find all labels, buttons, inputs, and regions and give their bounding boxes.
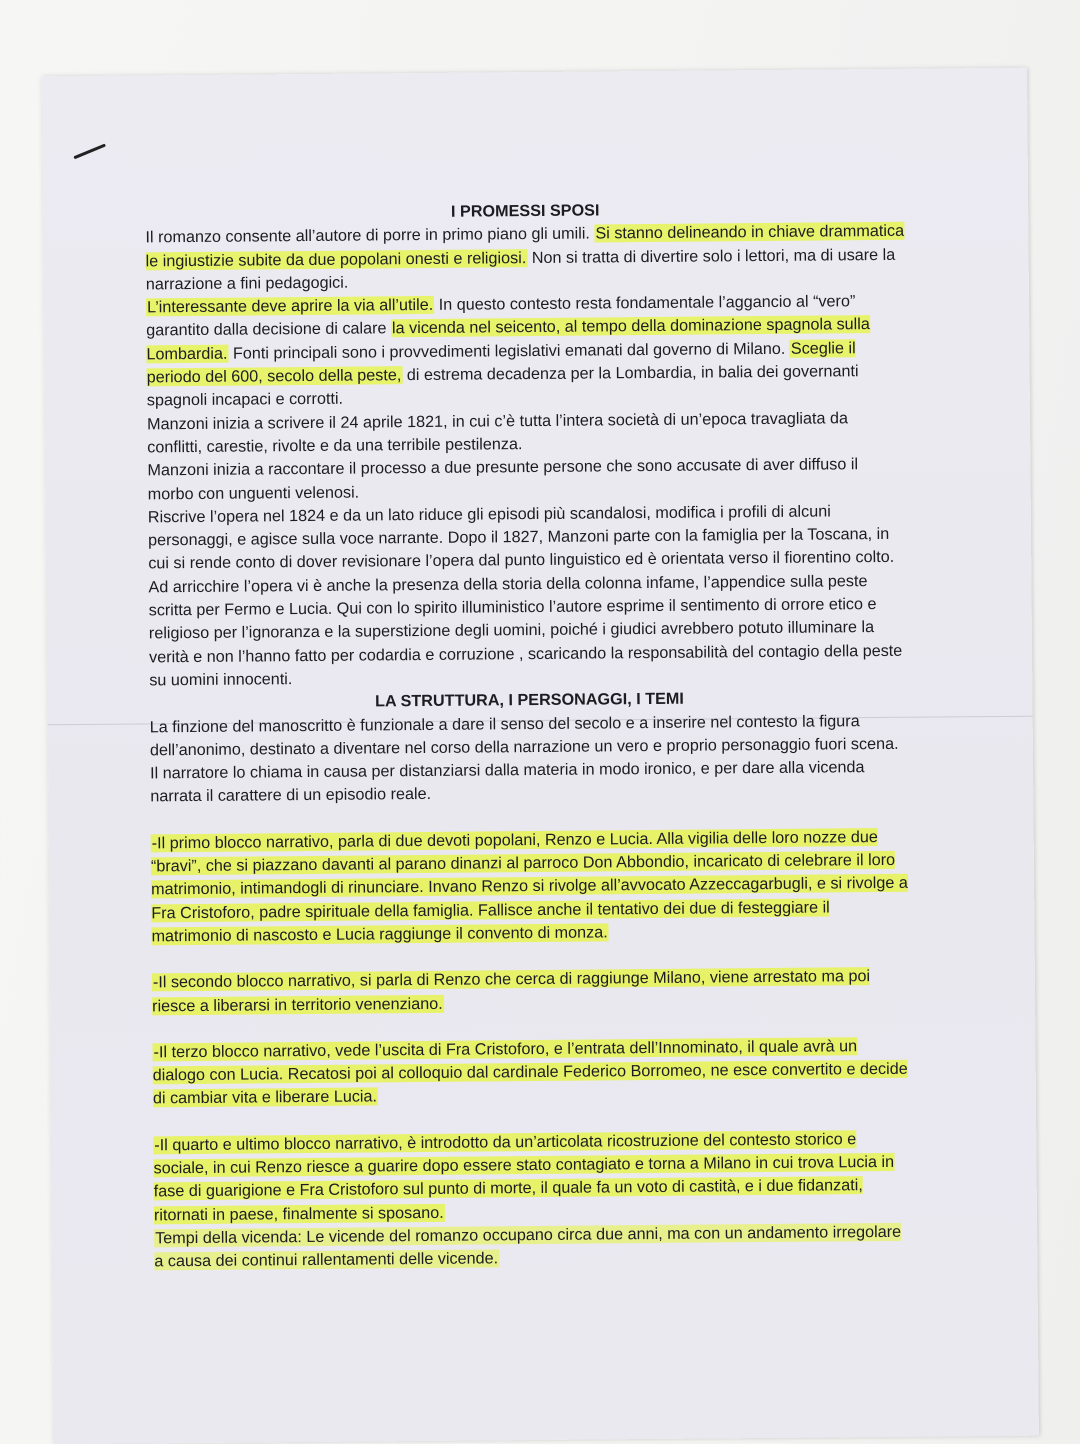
- paragraph-manoscritto: La finzione del manoscritto è funzionale a dare il senso del secolo e a inserire nel contesto la figura dell’anonimo, destinato a diventare nel corso della narrazione un vero e proprio personaggio fuori scena. Il narratore lo chiama in causa per distanziarsi dalla materia in modo ironico, e per dare alla vicenda narrata il carattere di un episodio reale.: [149, 711, 899, 806]
- section-title: LA STRUTTURA, I PERSONAGGI, I TEMI: [375, 689, 684, 711]
- p2-segment-4: Sceglie il periodo del 600, secolo della peste,: [146, 338, 856, 387]
- p1-segment-0: Il romanzo consente all’autore di porre in primo piano gli umili.: [145, 224, 595, 247]
- paragraph-terzo-blocco: -Il terzo blocco narrativo, vede l’uscita di Fra Cristoforo, e l’entrata dell’Innominato, il quale avrà un dialogo con Lucia. Recatosi poi al colloquio dal cardinale Federico Borromeo, ne esce convertito e decide di cambiar vita e liberare Lucia.: [152, 1037, 908, 1108]
- p2-segment-1: In questo contesto resta fondamentale l’aggancio al “vero” garantito dalla decisione di calare: [146, 292, 856, 340]
- paragraph-processo: Manzoni inizia a raccontare il processo a due presunte persone che sono accusate di aver diffuso il morbo con unguenti velenosi.: [147, 455, 859, 503]
- document-body: [145, 197, 914, 1274]
- paragraph-secondo-blocco: -Il secondo blocco narrativo, si parla di Renzo che cerca di raggiunge Milano, viene arrestato ma poi riesce a liberarsi in territorio venenziano.: [152, 967, 871, 1015]
- paragraph-primo-blocco: -Il primo blocco narrativo, parla di due devoti popolani, Renzo e Lucia. Alla vigilia delle loro nozze due “bravi”, che si piazzano davanti al parano dinanzi al parroco Don Abbondio, incaricato di celebrare il loro matrimonio, intimandogli di rinunciare. Invano Renzo si rivolge all’avvocato Azzeccagarbugli, e si rivolge a Fra Cristoforo, padre spirituale della famiglia. Fallisce anche il tentativo dei due di festeggiare il matrimonio di nascosto e Lucia raggiunge il convento di monza.: [150, 827, 908, 946]
- paragraph-context: [146, 290, 907, 413]
- paragraph-tempi: Tempi della vicenda: Le vicende del romanzo occupano circa due anni, ma con un andamento irregolare a causa dei continui rallentamenti delle vicende.: [154, 1222, 902, 1271]
- paper-sheet: [42, 68, 1039, 1444]
- paragraph-1821: Manzoni inizia a scrivere il 24 aprile 1821, in cui c’è tutta l’intera società di un’epoca travagliata da conflitti, carestie, rivolte e da una terribile pestilenza.: [146, 408, 849, 457]
- paragraph-intro: [145, 220, 906, 297]
- paragraph-quarto-blocco: -Il quarto e ultimo blocco narrativo, è introdotto da un’articolata ricostruzione del contesto storico e sociale, in cui Renzo riesce a guarire dopo essere stato contagiato e torna a Milano in cui trova Lucia in fase di guarigione e Fra Cristoforo sul punto di morte, il quale fa un voto di castità, e i due fidanzati, ritornati in paese, finalmente si sposano.: [153, 1129, 895, 1224]
- pen-mark: [73, 143, 106, 159]
- p2-segment-5: di estrema decadenza per la Lombardia, in balia dei governanti spagnoli incapaci e corrotti.: [146, 362, 859, 410]
- p2-segment-2: la vicenda nel seicento, al tempo della dominazione spagnola sulla Lombardia.: [146, 315, 870, 364]
- paragraph-riscrittura: Riscrive l’opera nel 1824 e da un lato riduce gli episodi più scandalosi, modifica i profili di alcuni personaggi, e agisce sulla voce narrante. Dopo il 1827, Manzoni parte con la famiglia per la Toscana, in cui si rende conto di dover revisionare l’opera dal punto linguistico ed è orientata verso il fiorentino colto. Ad arricchire l’opera vi è anche la presenza della storia della colonna infame, l’appendice sulla peste scritta per Fermo e Lucia. Qui con lo spirito illuministico l’autore esprime il sentimento di orrore etico e religioso per l’ignoranza e la superstizione degli uomini, poiché i giudici avrebbero potuto illuminare la verità e non l’hanno fatto per codardia e corruzione , scaricando la responsabilità del contagio della peste su uomini innocenti.: [147, 502, 903, 690]
- p1-segment-2: Non si tratta di divertire solo i lettori, ma di usare la narrazione a fini pedagogici.: [145, 245, 896, 294]
- p2-segment-3: Fonti principali sono i provvedimenti legislativi emanati dal governo di Milano.: [228, 339, 790, 363]
- p1-segment-1: Si stanno delineando in chiave drammatica le ingiustizie subite da due popolani onesti e religiosi.: [145, 222, 905, 270]
- p2-segment-0: L’interessante deve aprire la via all’utile.: [146, 296, 434, 317]
- document-title: I PROMESSI SPOSI: [450, 201, 600, 221]
